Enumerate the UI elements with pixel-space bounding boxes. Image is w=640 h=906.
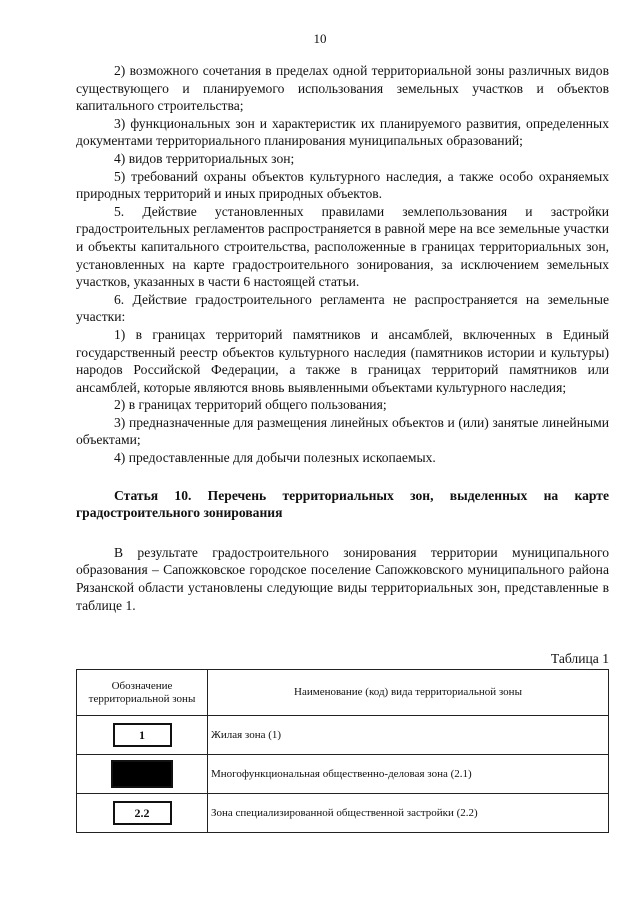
zone-name-cell: Жилая зона (1) xyxy=(208,716,609,755)
page-number: 10 xyxy=(313,31,327,46)
zone-swatch: 1 xyxy=(113,723,172,747)
table-header-row xyxy=(77,670,609,716)
paragraph: 3) функциональных зон и характеристик их планируемого развития, определенных документами территориального планирования муниципальных образований; xyxy=(76,115,609,149)
zone-code-cell xyxy=(77,716,208,755)
zones-table xyxy=(76,669,609,833)
paragraph: 5) требований охраны объектов культурного наследия, а также особо охраняемых природных территорий и иных природных объектов. xyxy=(76,168,609,202)
zone-swatch xyxy=(111,760,173,788)
table-row xyxy=(77,794,609,833)
zone-swatch: 2.2 xyxy=(113,801,172,825)
document-body xyxy=(76,62,609,614)
paragraph: 2) в границах территорий общего пользования; xyxy=(114,397,387,413)
intro-paragraph: В результате градостроительного зонирования территории муниципального образования – Сапожковское городское поселение Сапожковского муниципального района Рязанской области установлены следующие виды территориальных зон, представленные в таблице 1. xyxy=(76,544,609,613)
paragraph: 3) предназначенные для размещения линейных объектов и (или) занятые линейными объектами; xyxy=(76,414,609,448)
table-row xyxy=(77,755,609,794)
header-zone-name: Наименование (код) вида территориальной зоны xyxy=(208,670,609,716)
paragraph: 1) в границах территорий памятников и ансамблей, включенных в Единый государственный реестр объектов культурного наследия (памятников истории и культуры) народов Российской Федерации, а также в границах территорий памятников или ансамблей, которые являются вновь выявленными объектами культурного наследия; xyxy=(76,326,609,395)
paragraph: 4) предоставленные для добычи полезных ископаемых. xyxy=(114,450,436,466)
zone-name-cell: Зона специализированной общественной застройки (2.2) xyxy=(208,794,609,833)
header-zone-designation: Обозначение территориальной зоны xyxy=(77,670,208,716)
table-caption: Таблица 1 xyxy=(550,651,609,666)
zone-code-cell xyxy=(77,755,208,794)
paragraph: 6. Действие градостроительного регламента не распространяется на земельные участки: xyxy=(76,291,609,325)
zone-name-cell: Многофункциональная общественно-деловая зона (2.1) xyxy=(208,755,609,794)
zone-code-cell xyxy=(77,794,208,833)
article-heading: Статья 10. Перечень территориальных зон, выделенных на карте градостроительного зонирования xyxy=(76,487,609,521)
table-row xyxy=(77,716,609,755)
paragraph: 5. Действие установленных правилами землепользования и застройки градостроительных регламентов распространяется в равной мере на все земельные участки и объекты капитального строительства, расположенные в границах территориальных зон, установленных на карте градостроительного зонирования, за исключением земельных участков, указанных в части 6 настоящей статьи. xyxy=(76,203,609,290)
paragraph: 2) возможного сочетания в пределах одной территориальной зоны различных видов существующего и планируемого использования земельных участков и объектов капитального строительства; xyxy=(76,63,609,114)
paragraph: 4) видов территориальных зон; xyxy=(114,150,295,166)
